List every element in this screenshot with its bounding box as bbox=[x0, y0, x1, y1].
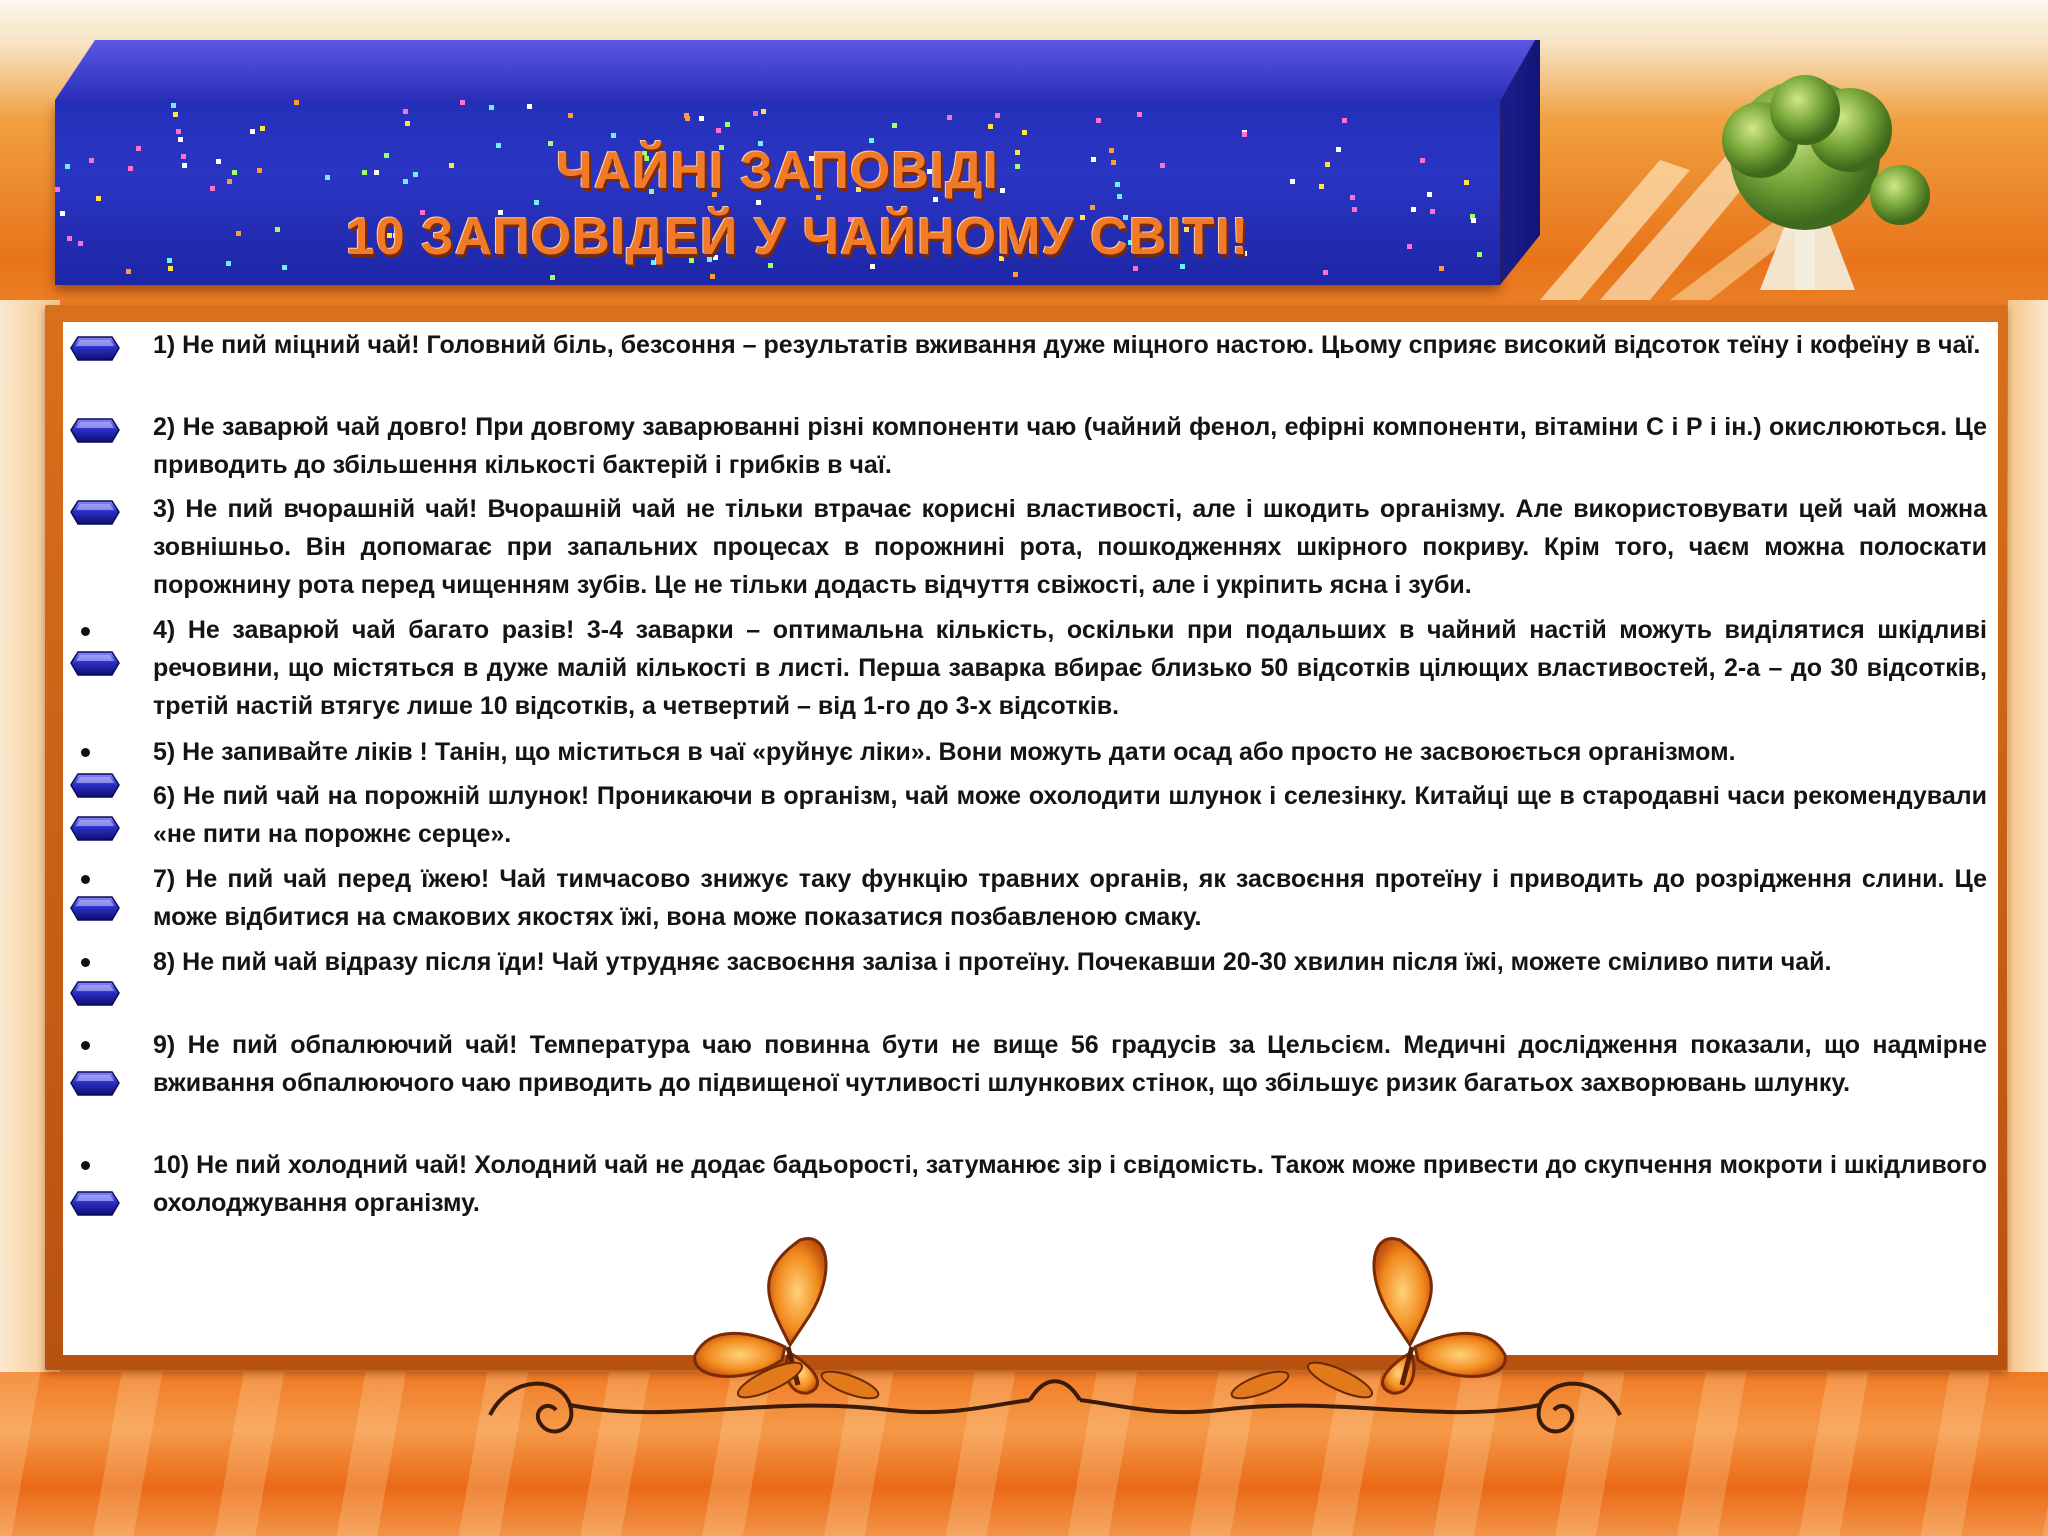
bullet-gem-icon bbox=[70, 415, 120, 445]
sparkle-dot bbox=[710, 274, 715, 279]
sparkle-dot bbox=[761, 109, 766, 114]
top-strip bbox=[0, 0, 2048, 30]
sparkle-dot bbox=[995, 113, 1000, 118]
bullet-gem-icon bbox=[70, 1188, 120, 1218]
title-line-1: ЧАЙНІ ЗАПОВІДІ bbox=[556, 142, 999, 200]
sparkle-dot bbox=[988, 124, 993, 129]
sparkle-dot bbox=[684, 113, 689, 118]
commandment-8: 8) Не пий чай відразу після їди! Чай утрудняє засвоєння заліза і протеїну. Почекавши 20-30 хвилин після їжі, можете сміливо пити чай. bbox=[153, 948, 1832, 976]
sparkle-dot bbox=[171, 103, 176, 108]
sparkle-dot bbox=[1323, 270, 1328, 275]
bullet-gem-icon bbox=[70, 978, 120, 1008]
sparkle-dot bbox=[725, 122, 730, 127]
commandment-7: 7) Не пий чай перед їжею! Чай тимчасово знижує таку функцію травних органів, як засвоєння протеїну і приводить до розрідження слини. Це може відбитися на смакових якостях їжі, вона може показатися позбавленою смаку. bbox=[153, 865, 1987, 931]
sparkle-dot bbox=[947, 115, 952, 120]
bullet-dot bbox=[81, 958, 90, 967]
commandment-9: 9) Не пий обпалюючий чай! Температура чаю повинна бути не вище 56 градусів за Цельсієм. Медичні дослідження показали, що надмірне вживання обпалюючого чаю приводить до підвищеної чутливості шлункових стінок, що збільшує ризик багатьох захворювань шлунку. bbox=[153, 1031, 1987, 1097]
scroll-ornament bbox=[470, 1355, 1640, 1455]
sparkle-dot bbox=[176, 129, 181, 134]
sparkle-dot bbox=[1137, 112, 1142, 117]
bullet-dot bbox=[81, 1161, 90, 1170]
sparkle-dot bbox=[1013, 272, 1018, 277]
sparkle-dot bbox=[460, 100, 465, 105]
bullet-gem-icon bbox=[70, 333, 120, 363]
sparkle-dot bbox=[173, 112, 178, 117]
sparkle-dot bbox=[699, 116, 704, 121]
sparkle-dot bbox=[1342, 118, 1347, 123]
title-banner bbox=[55, 100, 1500, 285]
sparkle-dot bbox=[568, 113, 573, 118]
sparkle-dot bbox=[260, 126, 265, 131]
sparkle-dot bbox=[527, 104, 532, 109]
bullet-gem-icon bbox=[70, 770, 120, 800]
sparkle-dot bbox=[892, 123, 897, 128]
sparkle-dot bbox=[550, 275, 555, 280]
commandment-1: 1) Не пий міцний чай! Головний біль, безсоння – результатів вживання дуже міцного настою. Цьому сприяє високий відсоток теїну і кофеїну в чаї. bbox=[153, 331, 1981, 359]
commandment-4: 4) Не заварюй чай багато разів! 3-4 заварки – оптимальна кількість, оскільки при подальших в чайний настій можуть виділятися шкідливі речовини, що містяться в дуже малій кількості в листі. Перша заварка вбирає близько 50 відсотків цілющих властивостей, 2-а – до 30 відсотків, третій настій втягує лише 10 відсотків, а четвертий – від 1-го до 3-х відсотків. bbox=[153, 616, 1987, 720]
bullet-gem-icon bbox=[70, 893, 120, 923]
potted-plant-image bbox=[1690, 60, 1960, 290]
commandment-6: 6) Не пий чай на порожній шлунок! Проникаючи в організм, чай може охолодити шлунок і селезінку. Китайці ще в стародавні часи рекомендували «не пити на порожнє серце». bbox=[153, 782, 1987, 848]
bullet-dot bbox=[81, 1041, 90, 1050]
bullet-dot bbox=[81, 627, 90, 636]
commandment-10: 10) Не пий холодний чай! Холодний чай не додає бадьорості, затуманює зір і свідомість. Також може привести до скупчення мокроти і шкідливого охолоджування організму. bbox=[153, 1151, 1987, 1217]
banner-title bbox=[55, 138, 1500, 270]
sparkle-dot bbox=[489, 105, 494, 110]
title-line-2: 10 ЗАПОВІДЕЙ У ЧАЙНОМУ СВІТІ! bbox=[345, 208, 1250, 266]
bullet-gem-icon bbox=[70, 648, 120, 678]
bullet-gem-icon bbox=[70, 497, 120, 527]
sparkle-dot bbox=[753, 111, 758, 116]
sparkle-dot bbox=[1242, 132, 1247, 137]
bullet-dot bbox=[81, 875, 90, 884]
bullet-gem-icon bbox=[70, 1068, 120, 1098]
sparkle-dot bbox=[294, 100, 299, 105]
sparkle-dot bbox=[405, 121, 410, 126]
commandment-5: 5) Не запивайте ліків ! Танін, що міститься в чаї «руйнує ліки». Вони можуть дати осад або просто не засвоюється організмом. bbox=[153, 738, 1736, 766]
commandment-2: 2) Не заварюй чай довго! При довгому заварюванні різні компоненти чаю (чайний фенол, ефірні компоненти, вітаміни С і Р і ін.) окислюються. Це приводить до збільшення кількості бактерій і грибків в чаї. bbox=[153, 413, 1987, 479]
sparkle-dot bbox=[403, 109, 408, 114]
bullet-gem-icon bbox=[70, 813, 120, 843]
bullet-dot bbox=[81, 748, 90, 757]
sparkle-dot bbox=[1096, 118, 1101, 123]
sparkle-dot bbox=[716, 128, 721, 133]
right-background-glow bbox=[2008, 300, 2048, 1380]
banner-top-face bbox=[55, 40, 1535, 100]
sparkle-dot bbox=[250, 129, 255, 134]
commandment-3: 3) Не пий вчорашній чай! Вчорашній чай не тільки втрачає корисні властивості, але і шкодить організму. Але використовувати цей чай можна зовнішньо. Він допомагає при запальних процесах в порожнині рота, пошкодженнях шкірного покриву. Крім того, чаєм можна полоскати порожнину рота перед чищенням зубів. Це не тільки додасть відчуття свіжості, але і укріпить ясна і зуби. bbox=[153, 495, 1987, 599]
sparkle-dot bbox=[1022, 130, 1027, 135]
